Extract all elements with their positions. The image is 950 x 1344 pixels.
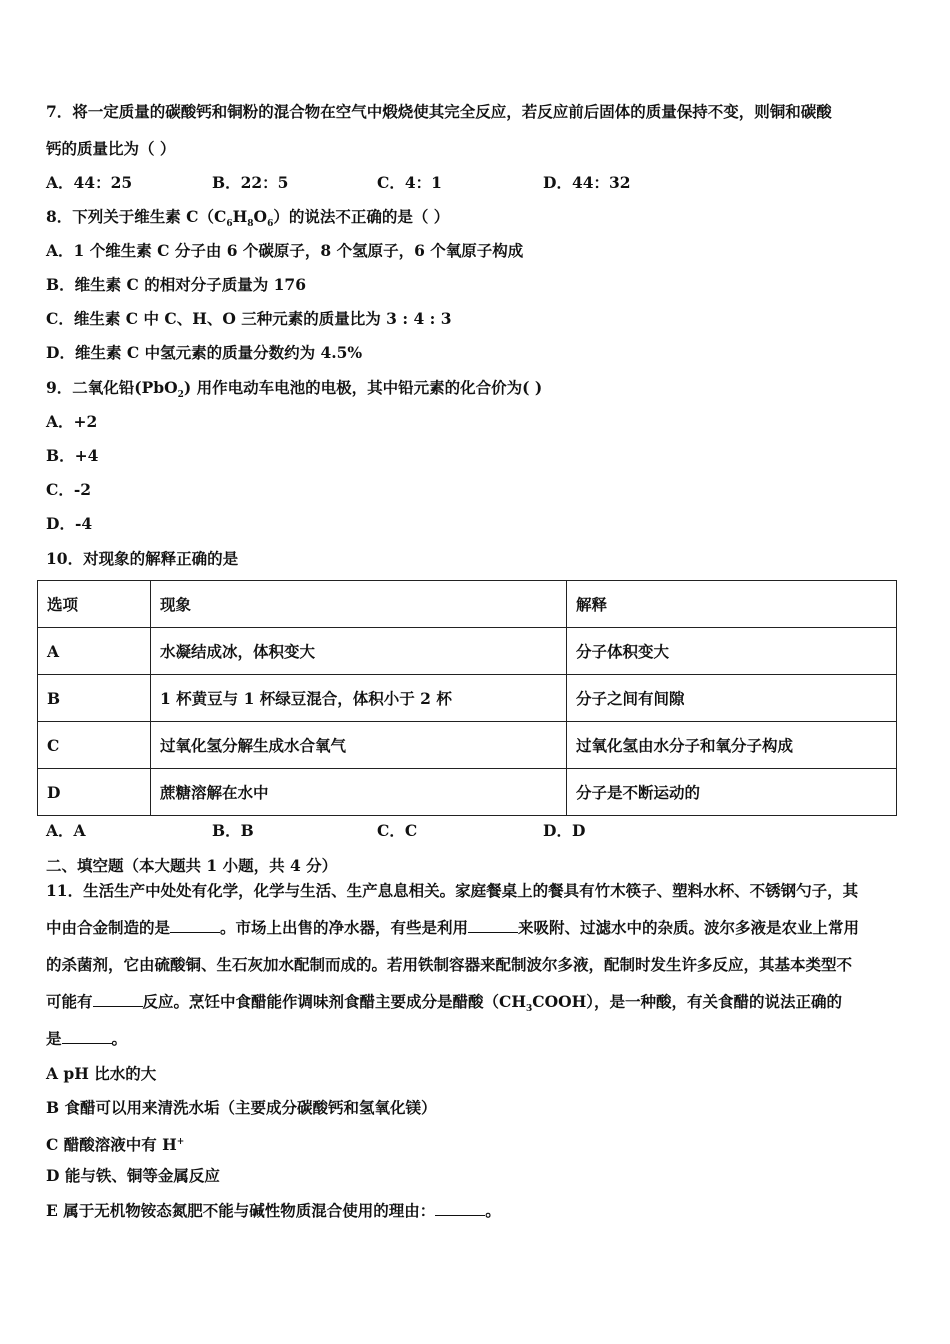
q11-option-b: B 食醋可以用来清洗水垢（主要成分碳酸钙和氢氧化镁） [46,1098,437,1117]
q8-option-a: A．1 个维生素 C 分子由 6 个碳原子，8 个氢原子，6 个氧原子构成 [46,241,524,260]
q10-option-a: A．A [46,821,86,840]
q7-stem-line1: 7．将一定质量的碳酸钙和铜粉的混合物在空气中煅烧使其完全反应，若反应前后固体的质量保持不变，则铜和碳酸 [46,102,832,121]
table-row [38,628,897,675]
q11-stem-line5: 是 。 [46,1029,128,1048]
table-cell: B [38,675,151,722]
q7-option-a: A．44：25 [46,173,133,192]
q9-option-a: A．+2 [46,412,98,431]
q7-option-b: B．22：5 [212,173,289,192]
q9-stem: 9．二氧化铅(PbO$_2$) 用作电动车电池的电极，其中铅元素的化合价为( ) [46,378,543,401]
q10-table [37,580,897,816]
q7-option-d: D．44：32 [543,173,631,192]
q10-option-d: D．D [543,821,586,840]
q8-option-b: B．维生素 C 的相对分子质量为 176 [46,275,306,294]
q11-stem-line2: 中由合金制造的是 。市场上出售的净水器，有些是利用 来吸附、过滤水中的杂质。波尔多液是农业上常用 [46,918,860,937]
q9-option-b: B．+4 [46,446,99,465]
table-cell: 过氧化氢由水分子和氧分子构成 [567,722,897,769]
q11-option-c: C 醋酸溶液中有 H+ [46,1135,185,1155]
q10-option-b: B．B [212,821,254,840]
table-header-cell: 选项 [38,581,151,628]
answer-blank[interactable] [62,1029,112,1044]
table-header-cell: 现象 [151,581,567,628]
q11-option-a: A pH 比水的大 [46,1064,157,1083]
table-cell: 1 杯黄豆与 1 杯绿豆混合，体积小于 2 杯 [151,675,567,722]
answer-blank[interactable] [468,918,518,933]
q11-stem-line3: 的杀菌剂，它由硫酸铜、生石灰加水配制而成的。若用铁制容器来配制波尔多液，配制时发生许多反应，其基本类型不 [46,955,853,974]
answer-blank[interactable] [435,1201,485,1216]
table-cell: 过氧化氢分解生成水合氧气 [151,722,567,769]
section-title: 二、填空题（本大题共 1 小题，共 4 分） [46,856,338,875]
table-cell: 分子是不断运动的 [567,769,897,816]
q9-option-c: C．-2 [46,480,92,499]
q11-stem-line1: 11．生活生产中处处有化学，化学与生活、生产息息相关。家庭餐桌上的餐具有竹木筷子、塑料水杯、不锈钢勺子，其 [46,881,859,900]
table-cell: 水凝结成冰，体积变大 [151,628,567,675]
q11-option-e: E 属于无机物铵态氮肥不能与碱性物质混合使用的理由： 。 [46,1201,501,1220]
q8-option-c: C．维生素 C 中 C、H、O 三种元素的质量比为 3 : 4 : 3 [46,309,452,328]
table-cell: 分子体积变大 [567,628,897,675]
q8-option-d: D．维生素 C 中氢元素的质量分数约为 4.5% [46,343,363,362]
table-cell: 蔗糖溶解在水中 [151,769,567,816]
answer-blank[interactable] [93,992,143,1007]
q9-option-d: D．-4 [46,514,93,533]
q8-stem: 8．下列关于维生素 $C(C_6H_8O_6)$的说法不正确的是（ ） [46,207,450,230]
table-header-cell: 解释 [567,581,897,628]
q10-stem: 10．对现象的解释正确的是 [46,549,239,568]
q10-option-c: C．C [377,821,418,840]
table-row [38,769,897,816]
q7-stem-line2: 钙的质量比为（ ） [46,139,176,158]
table-cell: C [38,722,151,769]
table-cell: 分子之间有间隙 [567,675,897,722]
q7-option-c: C．4：1 [377,173,442,192]
table-header-row [38,581,897,628]
answer-blank[interactable] [170,918,220,933]
q11-stem-line4: 可能有 反应。烹饪中食醋能作调味剂食醋主要成分是醋酸$(CH_3COOH)$，是一种酸，有关食醋的说法正确的 [46,992,843,1015]
table-row [38,675,897,722]
table-cell: A [38,628,151,675]
table-cell: D [38,769,151,816]
q11-option-d: D 能与铁、铜等金属反应 [46,1166,220,1185]
table-row [38,722,897,769]
